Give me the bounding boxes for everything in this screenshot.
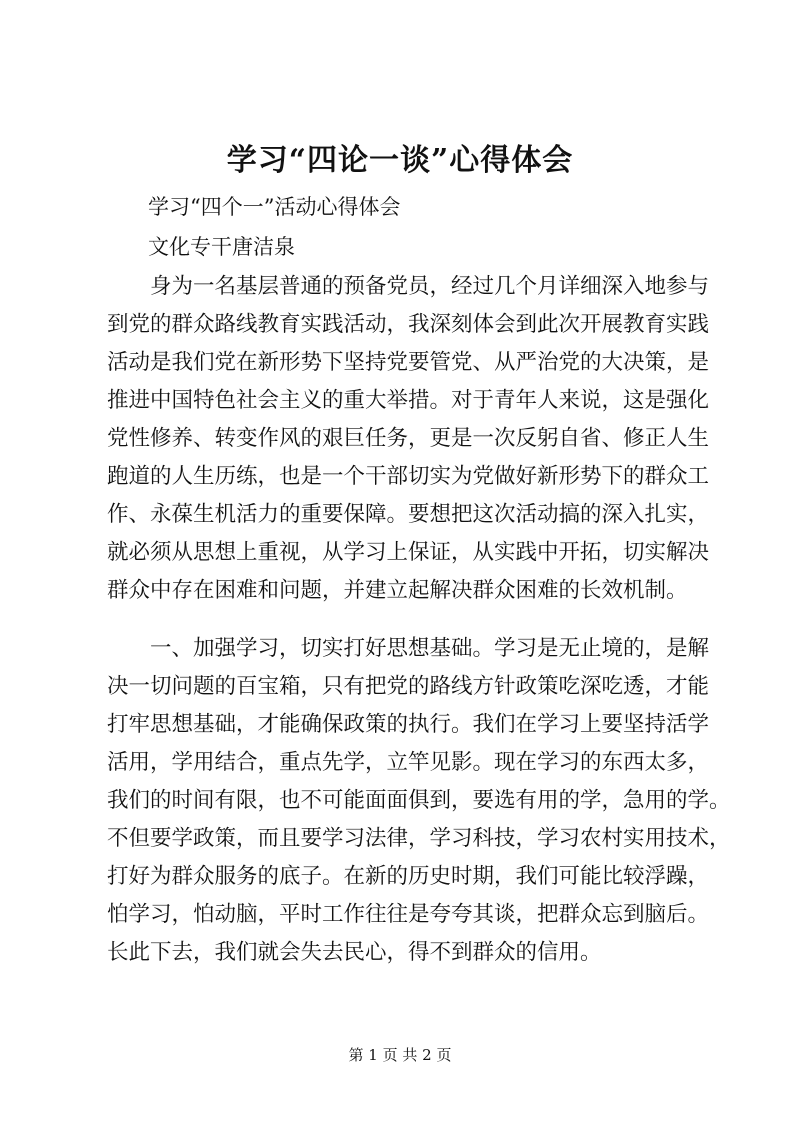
paragraph-1-line-9: 群众中存在困难和问题，并建立起解决群众困难的长效机制。 — [107, 578, 688, 603]
document-subtitle: 学习“四个一”活动心得体会 — [148, 195, 401, 219]
document-title: 学习“四论一谈”心得体会 — [226, 143, 574, 178]
paragraph-2-line-4: 活用，学用结合，重点先学，立竿见影。现在学习的东西太多， — [107, 750, 710, 775]
paragraph-1-line-5: 党性修养、转变作风的艰巨任务，更是一次反躬自省、修正人生 — [107, 426, 710, 451]
paragraph-2-line-1: 一、加强学习，切实打好思想基础。学习是无止境的，是解 — [107, 636, 710, 661]
paragraph-2-line-7: 打好为群众服务的底子。在新的历史时期，我们可能比较浮躁， — [107, 864, 710, 889]
paragraph-2-line-3: 打牢思想基础，才能确保政策的执行。我们在学习上要坚持活学 — [107, 712, 710, 737]
page-number-footer: 第 1 页 共 2 页 — [348, 1046, 452, 1064]
paragraph-1-line-3: 活动是我们党在新形势下坚持党要管党、从严治党的大决策，是 — [107, 350, 710, 375]
paragraph-1-line-8: 就必须从思想上重视，从学习上保证，从实践中开拓，切实解决 — [107, 540, 710, 565]
paragraph-1-line-1: 身为一名基层普通的预备党员，经过几个月详细深入地参与 — [107, 274, 710, 299]
paragraph-2-line-5: 我们的时间有限，也不可能面面俱到，要选有用的学，急用的学。 — [107, 788, 731, 813]
document-author: 文化专干唐洁泉 — [148, 235, 295, 259]
paragraph-1-line-4: 推进中国特色社会主义的重大举措。对于青年人来说，这是强化 — [107, 388, 710, 413]
paragraph-2-line-8: 怕学习，怕动脑，平时工作往往是夸夸其谈，把群众忘到脑后。 — [107, 902, 710, 927]
paragraph-2-line-6: 不但要学政策，而且要学习法律，学习科技，学习农村实用技术， — [107, 826, 731, 851]
paragraph-1-line-7: 作、永葆生机活力的重要保障。要想把这次活动搞的深入扎实， — [107, 502, 710, 527]
paragraph-1-line-2: 到党的群众路线教育实践活动，我深刻体会到此次开展教育实践 — [107, 312, 710, 337]
paragraph-2-line-2: 决一切问题的百宝箱，只有把党的路线方针政策吃深吃透，才能 — [107, 674, 710, 699]
paragraph-1-line-6: 跑道的人生历练，也是一个干部切实为党做好新形势下的群众工 — [107, 464, 710, 489]
paragraph-2-line-9: 长此下去，我们就会失去民心，得不到群众的信用。 — [107, 940, 602, 965]
